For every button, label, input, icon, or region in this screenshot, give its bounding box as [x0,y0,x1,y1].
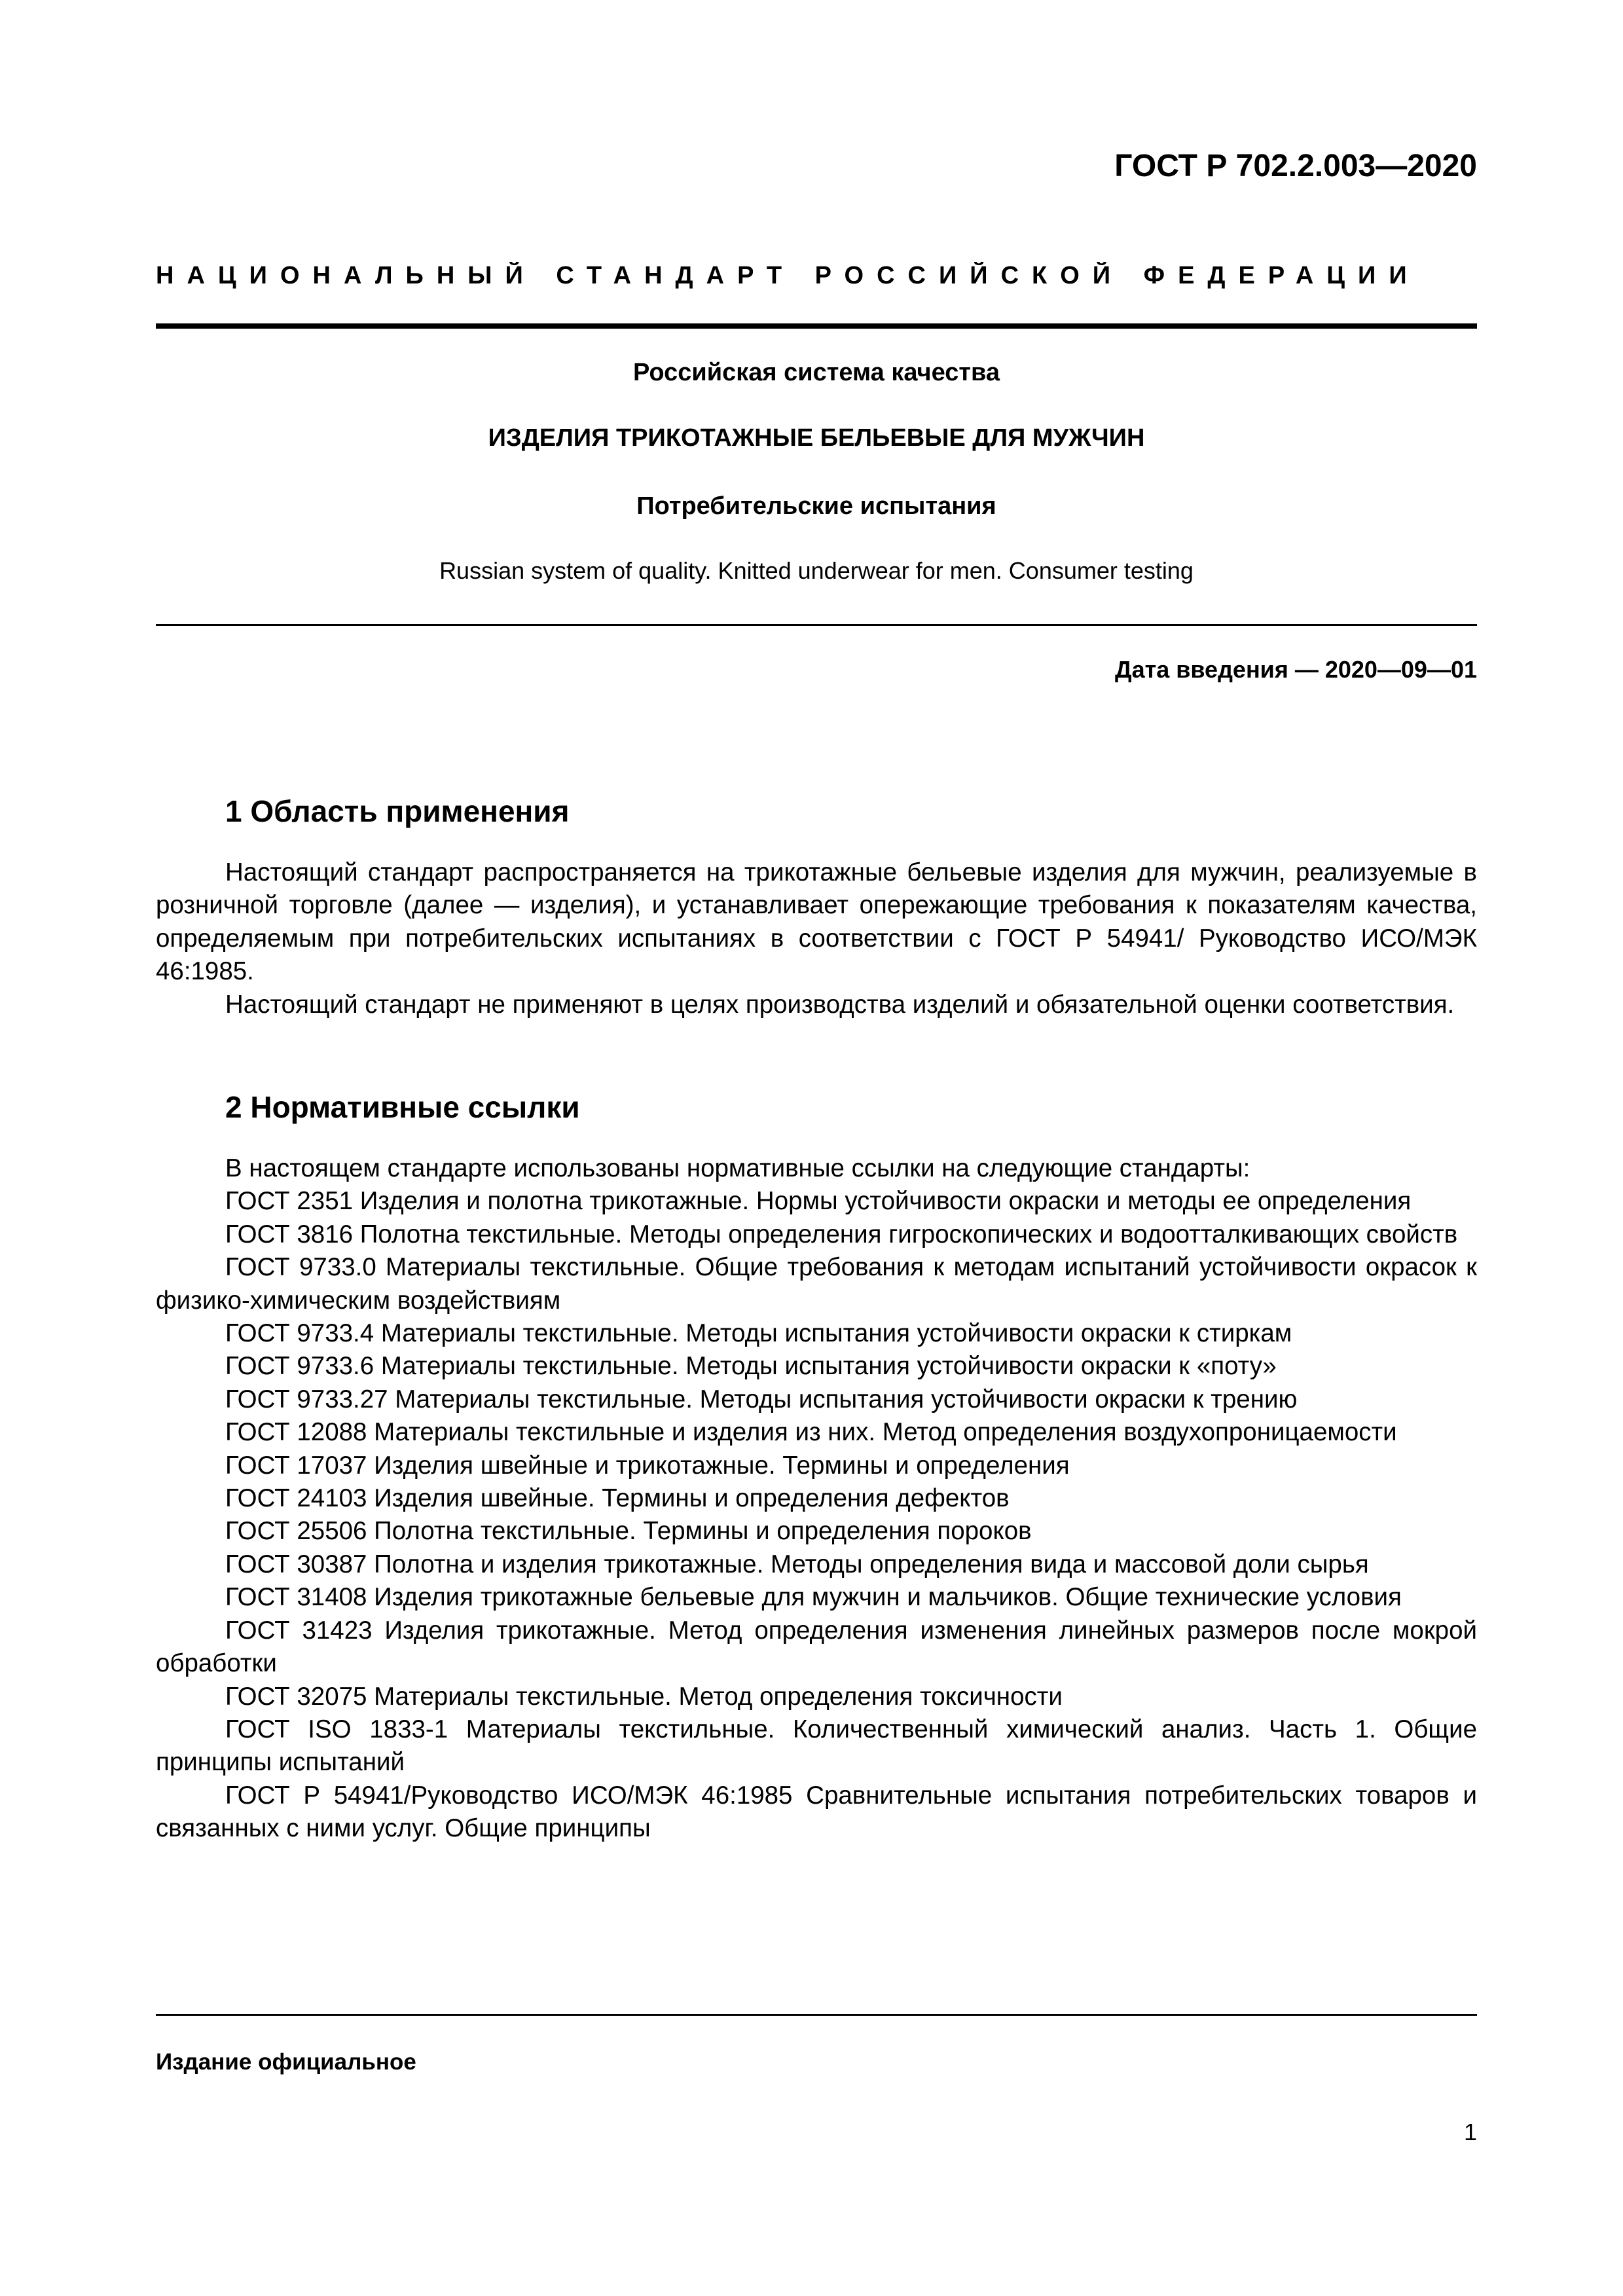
reference-item: ГОСТ ISO 1833-1 Материалы текстильные. Количественный химический анализ. Часть 1. Общие принципы испытаний [156,1715,1477,1777]
reference-item: ГОСТ 17037 Изделия швейные и трикотажные. Термины и определения [225,1451,1070,1480]
reference-item: ГОСТ 24103 Изделия швейные. Термины и определения дефектов [225,1484,1010,1513]
section-body [156,856,1477,1021]
reference-item: ГОСТ 12088 Материалы текстильные и изделия из них. Метод определения воздухопроницаемости [225,1418,1397,1447]
edition-label: Издание официальное [156,2049,416,2075]
reference-item: ГОСТ 9733.0 Материалы текстильные. Общие требования к методам испытаний устойчивости окрасок к физико-химическим воздействиям [156,1253,1477,1315]
section-body [156,1152,1477,1846]
reference-item: ГОСТ 9733.27 Материалы текстильные. Методы испытания устойчивости окраски к трению [225,1385,1298,1413]
reference-item: ГОСТ 31408 Изделия трикотажные бельевые для мужчин и мальчиков. Общие технические условия [225,1583,1402,1612]
document-page [156,0,1477,2296]
reference-item: ГОСТ 32075 Материалы текстильные. Метод определения токсичности [225,1682,1063,1711]
footer-divider [156,2014,1477,2016]
reference-item: ГОСТ Р 54941/Руководство ИСО/МЭК 46:1985 Сравнительные испытания потребительских товаров и связанных с ними услуг. Общие принципы [156,1781,1477,1843]
section-heading: 2 Нормативные ссылки [225,1090,580,1124]
paragraph: В настоящем стандарте использованы нормативные ссылки на следующие стандарты: [225,1154,1250,1182]
document-number: ГОСТ Р 702.2.003—2020 [1114,149,1477,183]
reference-item: ГОСТ 30387 Полотна и изделия трикотажные. Методы определения вида и массовой доли сырья [225,1550,1369,1578]
paragraph: Настоящий стандарт не применяют в целях производства изделий и обязательной оценки соответствия. [225,990,1455,1019]
reference-item: ГОСТ 3816 Полотна текстильные. Методы определения гигроскопических и водоотталкивающих свойств [225,1220,1458,1248]
title-divider [156,624,1477,626]
english-title: Russian system of quality. Knitted underwear for men. Consumer testing [439,557,1194,584]
product-title: ИЗДЕЛИЯ ТРИКОТАЖНЫЕ БЕЛЬЕВЫЕ ДЛЯ МУЖЧИН [488,424,1145,452]
introduction-date: Дата введения — 2020—09—01 [1114,656,1477,683]
thick-divider [156,323,1477,329]
page-number: 1 [1463,2119,1477,2145]
reference-item: ГОСТ 9733.6 Материалы текстильные. Методы испытания устойчивости окраски к «поту» [225,1352,1277,1381]
reference-item: ГОСТ 2351 Изделия и полотна трикотажные. Нормы устойчивости окраски и методы ее определения [225,1187,1412,1216]
reference-item: ГОСТ 25506 Полотна текстильные. Термины и определения пороков [225,1517,1032,1546]
national-standard-banner: НАЦИОНАЛЬНЫЙ СТАНДАРТ РОССИЙСКОЙ ФЕДЕРАЦИИ [156,262,1420,289]
section-heading: 1 Область применения [225,794,570,828]
reference-item: ГОСТ 9733.4 Материалы текстильные. Методы испытания устойчивости окраски к стиркам [225,1319,1292,1348]
paragraph: Настоящий стандарт распространяется на трикотажные бельевые изделия для мужчин, реализуемые в розничной торговле (далее — изделия), и устанавливает опережающие требования к показателям качества, определяемым при потребительских испытаниях в соответствии с ГОСТ Р 54941/ Руководство ИСО/МЭК 46:1985. [156,858,1477,986]
test-title: Потребительские испытания [636,492,996,520]
system-title: Российская система качества [633,359,1000,386]
reference-item: ГОСТ 31423 Изделия трикотажные. Метод определения изменения линейных размеров после мокрой обработки [156,1616,1477,1678]
